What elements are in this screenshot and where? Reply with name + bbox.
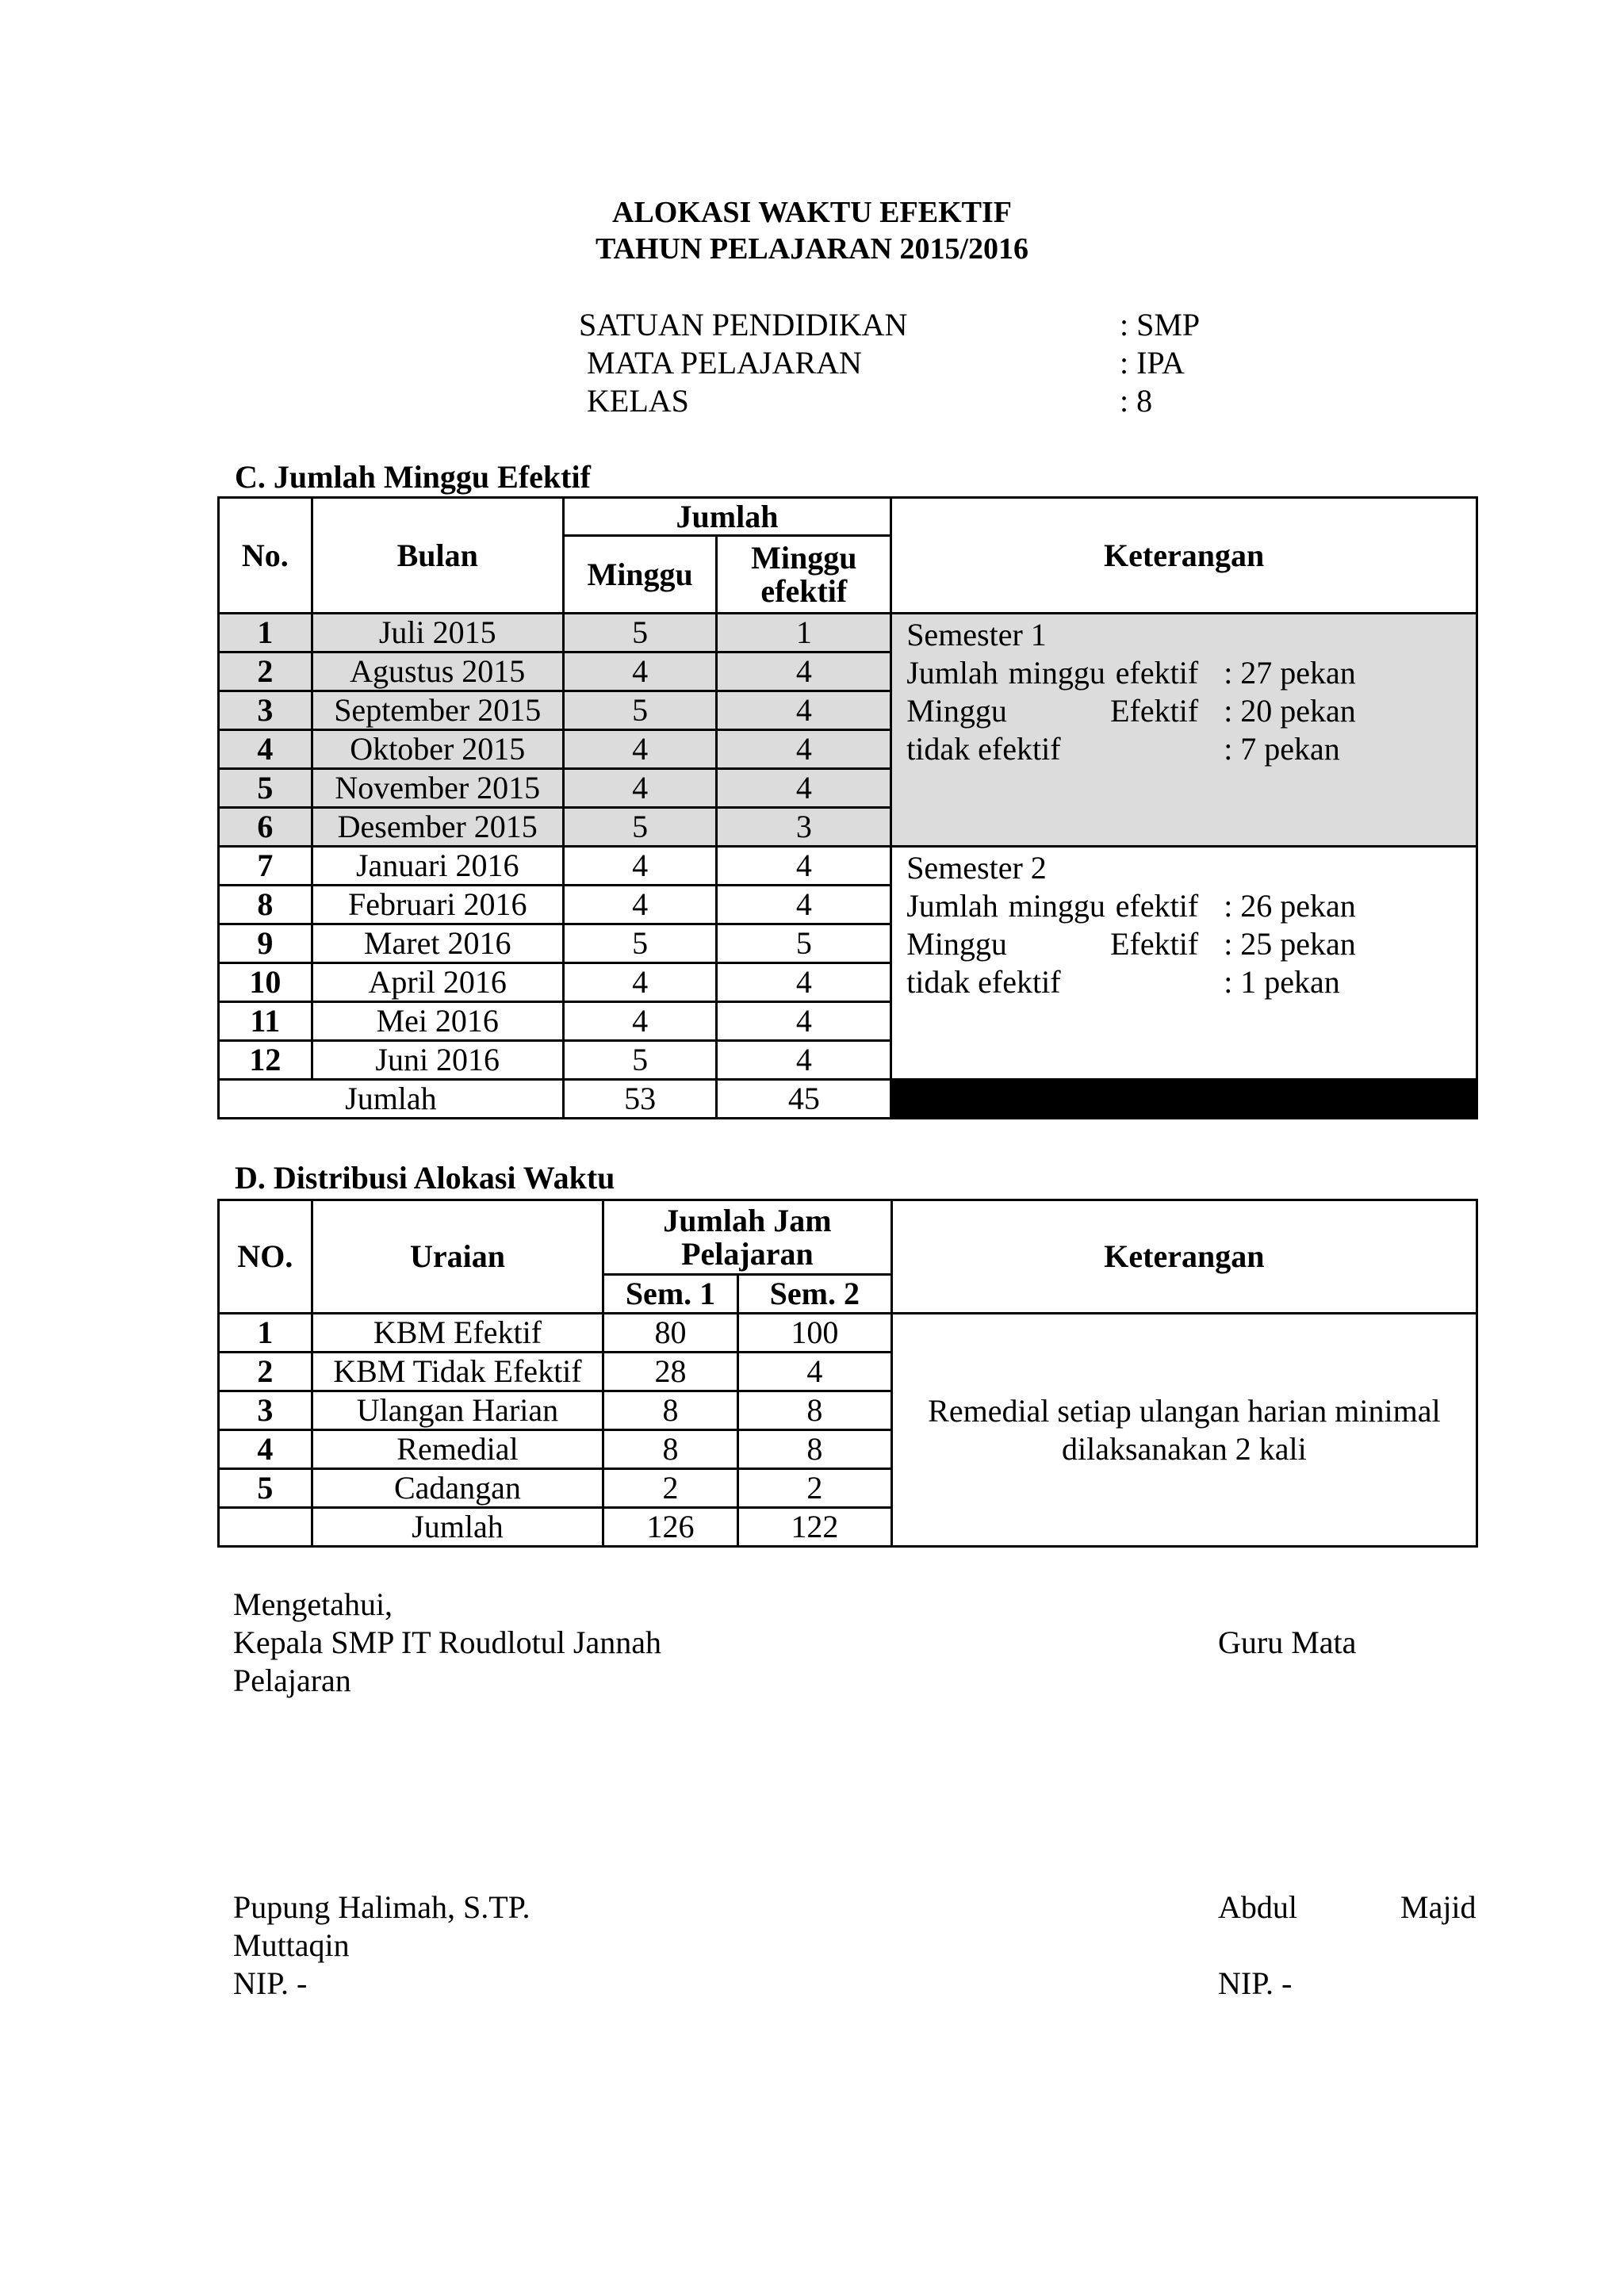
cell-minggu: 5: [563, 1041, 717, 1080]
header-no: No.: [219, 498, 312, 614]
cell-bulan: Maret 2016: [312, 924, 563, 963]
cell-minggu: 4: [563, 769, 717, 808]
total-label: Jumlah: [219, 1080, 564, 1119]
header-bulan: Bulan: [312, 498, 563, 614]
guru-title-line2: Pelajaran: [233, 1663, 351, 1698]
section-d-title: D. Distribusi Alokasi Waktu: [235, 1160, 615, 1196]
guru-name-part3: Muttaqin: [233, 1927, 350, 1963]
cell-efektif: 4: [717, 730, 891, 769]
cell-uraian: Cadangan: [312, 1469, 603, 1508]
info-label-kelas: KELAS: [587, 383, 689, 419]
cell-sem2: 4: [737, 1353, 891, 1391]
cell-no: 3: [219, 1391, 312, 1430]
kepala-sekolah-nip: NIP. -: [233, 1965, 308, 2001]
info-label-mapel: MATA PELAJARAN: [587, 345, 862, 381]
total-label: Jumlah: [312, 1508, 603, 1547]
cell-sem2: 8: [737, 1391, 891, 1430]
cell-no: 11: [219, 1002, 312, 1041]
guru-title-line1: Guru Mata: [1218, 1624, 1357, 1660]
total-sem2: 122: [737, 1508, 891, 1547]
cell-uraian: KBM Tidak Efektif: [312, 1353, 603, 1391]
cell-no: 7: [219, 847, 312, 886]
info-value-mapel: : IPA: [1120, 345, 1185, 381]
guru-nip: NIP. -: [1218, 1965, 1293, 2001]
semester-1-title: Semester 1: [906, 617, 1047, 652]
cell-bulan: Oktober 2015: [312, 730, 563, 769]
mengetahui-text: Mengetahui,: [233, 1586, 393, 1622]
table-row: [219, 614, 1477, 652]
cell-no: 9: [219, 924, 312, 963]
cell-efektif: 4: [717, 963, 891, 1002]
cell-minggu: 4: [563, 963, 717, 1002]
cell-efektif: 4: [717, 652, 891, 691]
cell-minggu: 5: [563, 924, 717, 963]
cell-uraian: Remedial: [312, 1430, 603, 1469]
kepala-sekolah-title: Kepala SMP IT Roudlotul Jannah: [233, 1624, 661, 1660]
cell-sem1: 80: [603, 1314, 738, 1353]
semester-2-label: tidak efektif: [906, 964, 1061, 1000]
header-sem1: Sem. 1: [603, 1275, 738, 1314]
cell-no: 2: [219, 652, 312, 691]
semester-2-note: [891, 847, 1477, 1080]
minggu-efektif-table: [217, 496, 1478, 1119]
cell-efektif: 4: [717, 691, 891, 730]
cell-no: 5: [219, 769, 312, 808]
distribusi-note: Remedial setiap ulangan harian minimal dilaksanakan 2 kali: [891, 1314, 1477, 1547]
cell-no: 6: [219, 808, 312, 847]
cell-bulan: Juni 2016: [312, 1041, 563, 1080]
cell-efektif: 4: [717, 769, 891, 808]
cell-sem1: 8: [603, 1430, 738, 1469]
cell-bulan: April 2016: [312, 963, 563, 1002]
header-keterangan: Keterangan: [891, 498, 1477, 614]
blacked-out-cell: [891, 1080, 1477, 1119]
cell-efektif: 4: [717, 1002, 891, 1041]
total-sem1: 126: [603, 1508, 738, 1547]
semester-2-label: Minggu Efektif: [906, 926, 1199, 962]
cell-no: 1: [219, 614, 312, 652]
header-no: NO.: [219, 1200, 312, 1314]
document-title: ALOKASI WAKTU EFEKTIF: [612, 196, 1012, 229]
cell-no: 4: [219, 730, 312, 769]
cell-no: 2: [219, 1353, 312, 1391]
header-jumlah-jam: Jumlah Jam Pelajaran: [603, 1200, 892, 1275]
header-minggu: Minggu: [563, 536, 717, 614]
table-total-row: [219, 1080, 1477, 1119]
cell-bulan: September 2015: [312, 691, 563, 730]
cell-minggu: 4: [563, 730, 717, 769]
cell-no-empty: [219, 1508, 312, 1547]
distribusi-table: [217, 1199, 1478, 1548]
semester-1-value: : 7 pekan: [1224, 731, 1340, 767]
semester-2-value: : 26 pekan: [1224, 888, 1356, 924]
cell-minggu: 4: [563, 847, 717, 886]
semester-2-title: Semester 2: [906, 850, 1047, 886]
cell-bulan: November 2015: [312, 769, 563, 808]
cell-minggu: 4: [563, 652, 717, 691]
kepala-sekolah-name: Pupung Halimah, S.TP.: [233, 1889, 530, 1925]
semester-1-label: tidak efektif: [906, 731, 1061, 767]
cell-no: 4: [219, 1430, 312, 1469]
section-c-title: C. Jumlah Minggu Efektif: [235, 459, 591, 495]
header-jumlah: Jumlah: [563, 498, 891, 536]
cell-no: 10: [219, 963, 312, 1002]
document-subtitle: TAHUN PELAJARAN 2015/2016: [595, 232, 1029, 266]
total-minggu: 53: [563, 1080, 717, 1119]
header-minggu-efektif: Minggu efektif: [717, 536, 891, 614]
cell-minggu: 5: [563, 808, 717, 847]
cell-sem2: 100: [737, 1314, 891, 1353]
semester-2-value: : 25 pekan: [1224, 926, 1356, 962]
cell-sem2: 2: [737, 1469, 891, 1508]
cell-sem2: 8: [737, 1430, 891, 1469]
cell-bulan: Mei 2016: [312, 1002, 563, 1041]
guru-name-part1: Abdul: [1218, 1889, 1297, 1925]
cell-bulan: Februari 2016: [312, 886, 563, 924]
semester-1-label: Jumlah minggu efektif: [906, 655, 1199, 691]
cell-uraian: KBM Efektif: [312, 1314, 603, 1353]
semester-1-value: : 20 pekan: [1224, 693, 1356, 729]
header-keterangan: Keterangan: [891, 1200, 1477, 1314]
cell-no: 5: [219, 1469, 312, 1508]
cell-bulan: Desember 2015: [312, 808, 563, 847]
cell-minggu: 5: [563, 614, 717, 652]
cell-no: 1: [219, 1314, 312, 1353]
cell-efektif: 4: [717, 847, 891, 886]
header-sem2: Sem. 2: [737, 1275, 891, 1314]
semester-2-label: Jumlah minggu efektif: [906, 888, 1199, 924]
cell-sem1: 2: [603, 1469, 738, 1508]
header-uraian: Uraian: [312, 1200, 603, 1314]
cell-efektif: 4: [717, 1041, 891, 1080]
semester-1-value: : 27 pekan: [1224, 655, 1356, 691]
semester-1-label: Minggu Efektif: [906, 693, 1199, 729]
info-value-satuan: : SMP: [1120, 307, 1201, 342]
semester-2-value: : 1 pekan: [1224, 964, 1340, 1000]
guru-name-part2: Majid: [1400, 1889, 1477, 1925]
cell-efektif: 4: [717, 886, 891, 924]
cell-minggu: 4: [563, 1002, 717, 1041]
cell-bulan: Juli 2015: [312, 614, 563, 652]
total-efektif: 45: [717, 1080, 891, 1119]
info-label-satuan: SATUAN PENDIDIKAN: [579, 307, 908, 342]
table-row: [219, 1314, 1477, 1353]
cell-minggu: 5: [563, 691, 717, 730]
cell-efektif: 3: [717, 808, 891, 847]
cell-no: 3: [219, 691, 312, 730]
cell-no: 12: [219, 1041, 312, 1080]
cell-no: 8: [219, 886, 312, 924]
cell-efektif: 1: [717, 614, 891, 652]
cell-uraian: Ulangan Harian: [312, 1391, 603, 1430]
cell-efektif: 5: [717, 924, 891, 963]
cell-bulan: Januari 2016: [312, 847, 563, 886]
cell-sem1: 8: [603, 1391, 738, 1430]
cell-bulan: Agustus 2015: [312, 652, 563, 691]
table-row: [219, 847, 1477, 886]
semester-1-note: [891, 614, 1477, 847]
cell-sem1: 28: [603, 1353, 738, 1391]
info-value-kelas: : 8: [1120, 383, 1153, 419]
cell-minggu: 4: [563, 886, 717, 924]
